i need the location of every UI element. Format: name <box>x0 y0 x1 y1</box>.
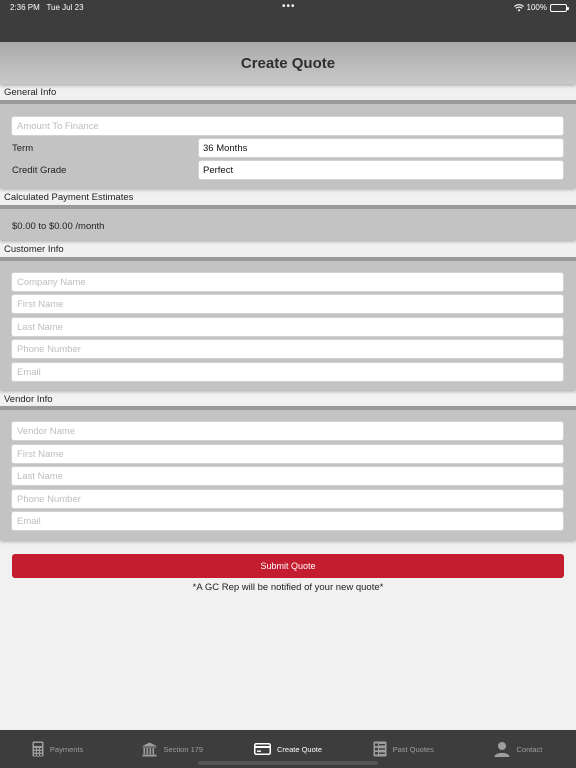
bank-icon <box>142 742 157 757</box>
battery-icon <box>550 4 567 12</box>
customer-email-input[interactable] <box>11 362 564 382</box>
amount-to-finance-input[interactable] <box>11 116 564 136</box>
battery-percent: 100% <box>526 3 547 12</box>
submit-quote-button[interactable]: Submit Quote <box>12 554 564 578</box>
general-info-card <box>0 100 576 188</box>
status-right <box>514 3 567 12</box>
vendor-info-card <box>0 406 576 540</box>
status-bar <box>0 0 576 42</box>
customer-info-card <box>0 257 576 390</box>
status-time: 2:36 PM Tue Jul 23 <box>10 3 84 12</box>
multitask-dots[interactable]: ••• <box>282 1 296 12</box>
section-label-customer-info: Customer Info <box>4 244 64 255</box>
tab-label-contact: Contact <box>516 744 543 754</box>
vendor-last-name-input[interactable] <box>11 466 564 486</box>
wifi-icon <box>514 4 524 12</box>
customer-phone-input[interactable] <box>11 339 564 359</box>
home-indicator[interactable] <box>198 761 378 765</box>
customer-last-name-input[interactable] <box>11 317 564 337</box>
vendor-phone-input[interactable] <box>11 489 564 509</box>
submit-notice: *A GC Rep will be notified of your new quote* <box>192 582 384 593</box>
customer-company-name-input[interactable] <box>11 272 564 292</box>
payment-estimate-value: $0.00 to $0.00 /month <box>12 221 105 232</box>
payment-estimates-card <box>0 205 576 240</box>
vendor-name-input[interactable] <box>11 421 564 441</box>
credit-card-icon <box>254 743 271 755</box>
section-label-general-info: General Info <box>4 87 57 98</box>
tab-label-payments: Payments <box>49 744 84 754</box>
credit-grade-label: Credit Grade <box>12 165 67 176</box>
section-label-vendor-info: Vendor Info <box>4 394 53 405</box>
tab-contact[interactable] <box>461 730 576 768</box>
term-label: Term <box>12 143 34 154</box>
vendor-email-input[interactable] <box>11 511 564 531</box>
tab-label-section-179: Section 179 <box>163 744 204 754</box>
credit-grade-select[interactable]: Perfect <box>198 160 564 180</box>
nav-bar <box>0 42 576 84</box>
person-icon <box>494 741 510 757</box>
tab-label-past-quotes: Past Quotes <box>392 744 434 754</box>
section-label-payment-estimates: Calculated Payment Estimates <box>4 192 134 203</box>
page-title: Create Quote <box>240 54 336 72</box>
tab-label-create-quote: Create Quote <box>276 744 323 754</box>
customer-first-name-input[interactable] <box>11 294 564 314</box>
list-icon <box>373 741 387 757</box>
tab-payments[interactable] <box>0 730 115 768</box>
term-select[interactable]: 36 Months <box>198 138 564 158</box>
vendor-first-name-input[interactable] <box>11 444 564 464</box>
calculator-icon <box>32 741 44 757</box>
